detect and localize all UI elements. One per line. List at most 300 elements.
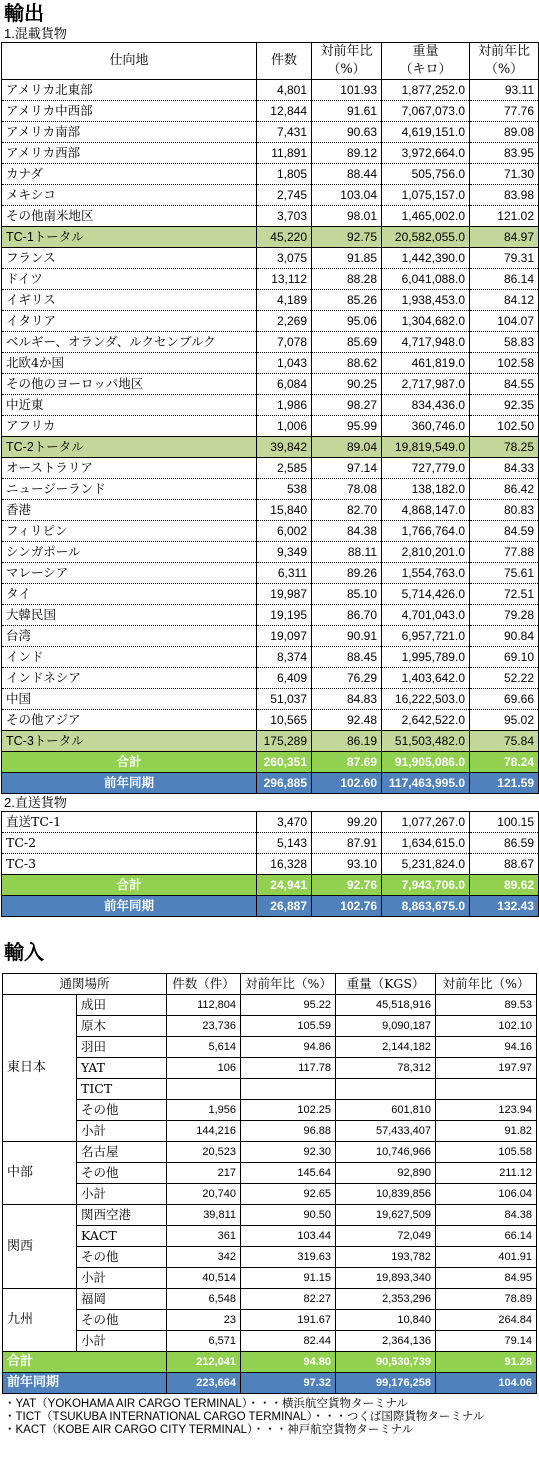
table-row [3,1226,537,1247]
count-cell: 342 [167,1247,241,1268]
header-yoy1-unit: （%） [312,61,382,80]
label-cell: 前年同期 [3,1373,167,1394]
count-yoy-cell: 98.01 [312,206,382,227]
count-yoy-cell: 117.78 [241,1058,336,1079]
weight-yoy-cell: 121.02 [470,206,539,227]
customs-cell: その他 [77,1310,167,1331]
count-yoy-cell: 86.19 [312,731,382,752]
weight-cell: 1,465,002.0 [382,206,470,227]
destination-cell: シンガポール [2,542,257,563]
table-row [2,185,539,206]
count-yoy-cell: 87.91 [312,833,382,854]
destination-cell: メキシコ [2,185,257,206]
count-cell: 10,565 [257,710,312,731]
destination-cell: その他のヨーロッパ地区 [2,374,257,395]
count-cell: 5,143 [257,833,312,854]
table-row [2,143,539,164]
destination-cell: フランス [2,248,257,269]
destination-cell: TC-3トータル [2,731,257,752]
region-cell: 九州 [3,1289,77,1352]
table-row [2,500,539,521]
weight-cell: 1,554,763.0 [382,563,470,584]
weight-yoy-cell: 84.38 [436,1205,537,1226]
count-cell: 9,349 [257,542,312,563]
notes [0,1398,539,1437]
count-cell: 13,112 [257,269,312,290]
table-row [2,80,539,101]
weight-yoy-cell: 69.66 [470,689,539,710]
export-heading: 輸出 [4,1,44,25]
weight-yoy-cell: 211.12 [436,1163,537,1184]
note-line: ・KACT（KOBE AIR CARGO CITY TERMINAL）・・・神戸航空貨物ターミナル [4,1424,414,1436]
count-yoy-cell: 88.44 [312,164,382,185]
weight-yoy-cell: 102.50 [470,416,539,437]
count-cell: 16,328 [257,854,312,875]
weight-cell: 1,442,390.0 [382,248,470,269]
destination-cell: カナダ [2,164,257,185]
weight-yoy-cell: 75.84 [470,731,539,752]
import-total-row [3,1352,537,1373]
destination-cell: TC-2 [2,833,257,854]
count-cell: 296,885 [257,773,312,794]
count-yoy-cell: 98.27 [312,395,382,416]
weight-yoy-cell: 84.12 [470,290,539,311]
count-cell: 217 [167,1163,241,1184]
table-row [3,1163,537,1184]
weight-yoy-cell: 89.62 [470,875,539,896]
count-yoy-cell: 92.65 [241,1184,336,1205]
weight-yoy-cell: 94.16 [436,1037,537,1058]
table-row [2,101,539,122]
count-yoy-cell: 97.14 [312,458,382,479]
count-yoy-cell: 85.26 [312,290,382,311]
header-yoy2-unit: （%） [470,61,539,80]
table-row [2,332,539,353]
count-cell: 6,409 [257,668,312,689]
destination-cell: 合計 [2,752,257,773]
table-row [3,1205,537,1226]
weight-yoy-cell: 84.97 [470,227,539,248]
table-row [2,122,539,143]
table-row [2,164,539,185]
customs-cell: 小計 [77,1184,167,1205]
count-yoy-cell: 105.59 [241,1016,336,1037]
count-cell: 212,041 [167,1352,241,1373]
weight-cell: 4,717,948.0 [382,332,470,353]
destination-cell: 香港 [2,500,257,521]
weight-yoy-cell: 79.28 [470,605,539,626]
weight-cell: 2,717,987.0 [382,374,470,395]
header-weight-unit: （キロ） [382,61,470,80]
table-row [2,374,539,395]
destination-cell: 大韓民国 [2,605,257,626]
weight-cell: 1,634,615.0 [382,833,470,854]
weight-yoy-cell: 75.61 [470,563,539,584]
customs-cell: KACT [77,1226,167,1247]
destination-cell: ドイツ [2,269,257,290]
weight-cell: 10,840 [336,1310,436,1331]
destination-cell: 北欧4か国 [2,353,257,374]
count-yoy-cell: 76.29 [312,668,382,689]
destination-cell: アフリカ [2,416,257,437]
weight-yoy-cell [436,1079,537,1100]
weight-cell: 8,863,675.0 [382,896,470,917]
count-yoy-cell: 102.25 [241,1100,336,1121]
count-cell: 538 [257,479,312,500]
count-cell: 5,614 [167,1037,241,1058]
table-row [2,290,539,311]
count-yoy-cell: 94.80 [241,1352,336,1373]
weight-yoy-cell: 79.31 [470,248,539,269]
count-cell: 4,801 [257,80,312,101]
tc-total-row [2,437,539,458]
count-cell: 20,523 [167,1142,241,1163]
weight-cell: 1,304,682.0 [382,311,470,332]
weight-yoy-cell: 71.30 [470,164,539,185]
count-yoy-cell: 78.08 [312,479,382,500]
table-row [2,647,539,668]
import-header-row [3,974,537,995]
table-row [2,812,539,833]
weight-cell: 57,433,407 [336,1121,436,1142]
count-yoy-cell: 82.44 [241,1331,336,1352]
import-previous-year-row [3,1373,537,1394]
weight-yoy-cell: 89.08 [470,122,539,143]
weight-yoy-cell: 84.95 [436,1268,537,1289]
count-cell: 260,351 [257,752,312,773]
direct-subtitle: 2.直送貨物 [4,795,67,810]
destination-cell: オーストラリア [2,458,257,479]
weight-cell: 505,756.0 [382,164,470,185]
table-row [3,1310,537,1331]
weight-yoy-cell: 91.82 [436,1121,537,1142]
count-cell: 24,941 [257,875,312,896]
customs-cell: 小計 [77,1331,167,1352]
count-yoy-cell: 90.63 [312,122,382,143]
weight-yoy-cell: 83.98 [470,185,539,206]
weight-yoy-cell: 123.94 [436,1100,537,1121]
weight-yoy-cell: 77.88 [470,542,539,563]
count-yoy-cell: 101.93 [312,80,382,101]
table-row [2,563,539,584]
count-cell: 223,664 [167,1373,241,1394]
count-cell: 26,887 [257,896,312,917]
weight-cell: 727,779.0 [382,458,470,479]
weight-cell: 90,530,739 [336,1352,436,1373]
weight-cell: 138,182.0 [382,479,470,500]
destination-cell: インド [2,647,257,668]
count-cell: 1,006 [257,416,312,437]
weight-cell: 91,905,086.0 [382,752,470,773]
count-cell: 7,078 [257,332,312,353]
header-import-count: 件数（件） [167,974,241,995]
count-yoy-cell: 89.12 [312,143,382,164]
count-cell: 3,470 [257,812,312,833]
label-cell: 合計 [3,1352,167,1373]
weight-yoy-cell: 88.67 [470,854,539,875]
count-yoy-cell: 90.25 [312,374,382,395]
weight-cell: 1,938,453.0 [382,290,470,311]
weight-yoy-cell: 264.84 [436,1310,537,1331]
table-row [3,1247,537,1268]
count-cell: 361 [167,1226,241,1247]
weight-cell: 10,839,856 [336,1184,436,1205]
count-cell: 39,842 [257,437,312,458]
weight-cell: 4,868,147.0 [382,500,470,521]
count-yoy-cell: 102.76 [312,896,382,917]
count-yoy-cell: 87.69 [312,752,382,773]
weight-cell [336,1079,436,1100]
destination-cell: アメリカ中西部 [2,101,257,122]
subtotal-row [3,1331,537,1352]
table-row [2,269,539,290]
count-cell: 1,956 [167,1100,241,1121]
count-cell: 1,986 [257,395,312,416]
count-yoy-cell: 102.60 [312,773,382,794]
destination-cell: ニュージーランド [2,479,257,500]
table-row [2,395,539,416]
count-cell: 8,374 [257,647,312,668]
count-cell: 15,840 [257,500,312,521]
weight-yoy-cell: 95.02 [470,710,539,731]
weight-yoy-cell: 52.22 [470,668,539,689]
weight-cell: 1,766,764.0 [382,521,470,542]
weight-cell: 7,067,073.0 [382,101,470,122]
weight-yoy-cell: 86.14 [470,269,539,290]
count-cell: 45,220 [257,227,312,248]
customs-cell: 小計 [77,1268,167,1289]
count-cell [167,1079,241,1100]
total-row [2,752,539,773]
weight-cell: 20,582,055.0 [382,227,470,248]
count-yoy-cell: 91.85 [312,248,382,269]
customs-cell: 成田 [77,995,167,1016]
count-cell: 3,703 [257,206,312,227]
destination-cell: イギリス [2,290,257,311]
table-row [2,206,539,227]
weight-cell: 1,403,642.0 [382,668,470,689]
subtotal-row [3,1268,537,1289]
weight-cell: 193,782 [336,1247,436,1268]
count-cell: 2,585 [257,458,312,479]
count-cell: 20,740 [167,1184,241,1205]
weight-yoy-cell: 89.53 [436,995,537,1016]
count-yoy-cell: 86.70 [312,605,382,626]
count-yoy-cell: 319.63 [241,1247,336,1268]
count-yoy-cell: 84.83 [312,689,382,710]
count-yoy-cell: 88.45 [312,647,382,668]
count-yoy-cell [241,1079,336,1100]
count-yoy-cell: 90.50 [241,1205,336,1226]
count-yoy-cell: 91.61 [312,101,382,122]
destination-cell: 中近東 [2,395,257,416]
table-row [3,1289,537,1310]
weight-cell: 19,819,549.0 [382,437,470,458]
header-weight: 重量 [382,43,470,62]
count-yoy-cell: 88.62 [312,353,382,374]
weight-cell: 78,312 [336,1058,436,1079]
destination-cell: TC-1トータル [2,227,257,248]
table-row [2,353,539,374]
weight-yoy-cell: 121.59 [470,773,539,794]
table-row [3,1079,537,1100]
count-cell: 19,987 [257,584,312,605]
customs-cell: TICT [77,1079,167,1100]
weight-cell: 1,995,789.0 [382,647,470,668]
destination-cell: イタリア [2,311,257,332]
weight-yoy-cell: 106.04 [436,1184,537,1205]
weight-cell: 72,049 [336,1226,436,1247]
table-row [3,1100,537,1121]
weight-yoy-cell: 86.42 [470,479,539,500]
destination-cell: 前年同期 [2,773,257,794]
count-cell: 39,811 [167,1205,241,1226]
weight-cell: 3,972,664.0 [382,143,470,164]
destination-cell: 合計 [2,875,257,896]
count-cell: 6,548 [167,1289,241,1310]
count-cell: 112,804 [167,995,241,1016]
count-yoy-cell: 89.26 [312,563,382,584]
table-row [2,458,539,479]
count-yoy-cell: 95.99 [312,416,382,437]
consolidated-subtitle: 1.混載貨物 [4,26,67,41]
count-cell: 1,043 [257,353,312,374]
header-count: 件数 [257,43,312,80]
count-cell: 1,805 [257,164,312,185]
count-yoy-cell: 92.75 [312,227,382,248]
count-yoy-cell: 95.22 [241,995,336,1016]
count-yoy-cell: 103.44 [241,1226,336,1247]
count-yoy-cell: 97.32 [241,1373,336,1394]
weight-cell: 834,436.0 [382,395,470,416]
count-cell: 6,571 [167,1331,241,1352]
weight-cell: 2,144,182 [336,1037,436,1058]
table-row [2,710,539,731]
weight-yoy-cell: 90.84 [470,626,539,647]
destination-cell: TC-3 [2,854,257,875]
weight-cell: 461,819.0 [382,353,470,374]
direct-cargo-table [1,811,539,917]
destination-cell: インドネシア [2,668,257,689]
weight-yoy-cell: 72.51 [470,584,539,605]
table-row [3,995,537,1016]
count-cell: 2,745 [257,185,312,206]
weight-cell: 6,957,721.0 [382,626,470,647]
weight-cell: 2,642,522.0 [382,710,470,731]
header-import-yoy1: 対前年比（%） [241,974,336,995]
weight-yoy-cell: 102.10 [436,1016,537,1037]
weight-cell: 117,463,995.0 [382,773,470,794]
weight-cell: 9,090,187 [336,1016,436,1037]
count-cell: 106 [167,1058,241,1079]
destination-cell: その他アジア [2,710,257,731]
count-yoy-cell: 88.11 [312,542,382,563]
weight-cell: 360,746.0 [382,416,470,437]
count-yoy-cell: 92.30 [241,1142,336,1163]
table-row [2,605,539,626]
count-cell: 51,037 [257,689,312,710]
table-row [2,626,539,647]
weight-yoy-cell: 83.95 [470,143,539,164]
destination-cell: タイ [2,584,257,605]
count-yoy-cell: 82.70 [312,500,382,521]
count-yoy-cell: 94.86 [241,1037,336,1058]
count-cell: 6,084 [257,374,312,395]
count-yoy-cell: 85.69 [312,332,382,353]
weight-yoy-cell: 93.11 [470,80,539,101]
weight-cell: 5,231,824.0 [382,854,470,875]
count-yoy-cell: 88.28 [312,269,382,290]
weight-yoy-cell: 86.59 [470,833,539,854]
table-row [2,248,539,269]
weight-cell: 19,627,509 [336,1205,436,1226]
total-row [2,875,539,896]
weight-yoy-cell: 84.55 [470,374,539,395]
destination-cell: その他南米地区 [2,206,257,227]
destination-cell: 直送TC-1 [2,812,257,833]
destination-cell: TC-2トータル [2,437,257,458]
customs-cell: その他 [77,1100,167,1121]
weight-yoy-cell: 69.10 [470,647,539,668]
table-row [2,521,539,542]
count-yoy-cell: 191.67 [241,1310,336,1331]
weight-yoy-cell: 58.83 [470,332,539,353]
note-line: ・TICT（TSUKUBA INTERNATIONAL CARGO TERMINAL）・・・つくば国際貨物ターミナル [4,1411,485,1423]
count-yoy-cell: 95.06 [312,311,382,332]
customs-cell: 福岡 [77,1289,167,1310]
table-row [2,689,539,710]
table-row [2,854,539,875]
weight-yoy-cell: 66.14 [436,1226,537,1247]
weight-yoy-cell: 79.14 [436,1331,537,1352]
table-row [2,311,539,332]
weight-cell: 4,619,151.0 [382,122,470,143]
count-yoy-cell: 89.04 [312,437,382,458]
customs-cell: 名古屋 [77,1142,167,1163]
header-yoy1: 対前年比 [312,43,382,62]
weight-yoy-cell: 84.33 [470,458,539,479]
table-row [2,542,539,563]
customs-cell: YAT [77,1058,167,1079]
table-row [2,833,539,854]
import-heading: 輸入 [4,940,44,964]
weight-cell: 10,746,966 [336,1142,436,1163]
subtotal-row [3,1121,537,1142]
weight-yoy-cell: 105.58 [436,1142,537,1163]
weight-cell: 1,075,157.0 [382,185,470,206]
subtotal-row [3,1184,537,1205]
count-cell: 23,736 [167,1016,241,1037]
weight-yoy-cell: 91.28 [436,1352,537,1373]
count-cell: 6,002 [257,521,312,542]
count-yoy-cell: 99.20 [312,812,382,833]
header-customs: 通関場所 [3,974,167,995]
destination-cell: ベルギー、オランダ、ルクセンブルク [2,332,257,353]
weight-yoy-cell: 197.97 [436,1058,537,1079]
customs-cell: 小計 [77,1121,167,1142]
weight-yoy-cell: 77.76 [470,101,539,122]
customs-cell: その他 [77,1247,167,1268]
count-yoy-cell: 96.88 [241,1121,336,1142]
region-cell: 東日本 [3,995,77,1142]
table-row [3,1058,537,1079]
weight-cell: 6,041,088.0 [382,269,470,290]
tc-total-row [2,227,539,248]
count-cell: 4,189 [257,290,312,311]
count-yoy-cell: 85.10 [312,584,382,605]
table-row [3,1037,537,1058]
destination-cell: マレーシア [2,563,257,584]
